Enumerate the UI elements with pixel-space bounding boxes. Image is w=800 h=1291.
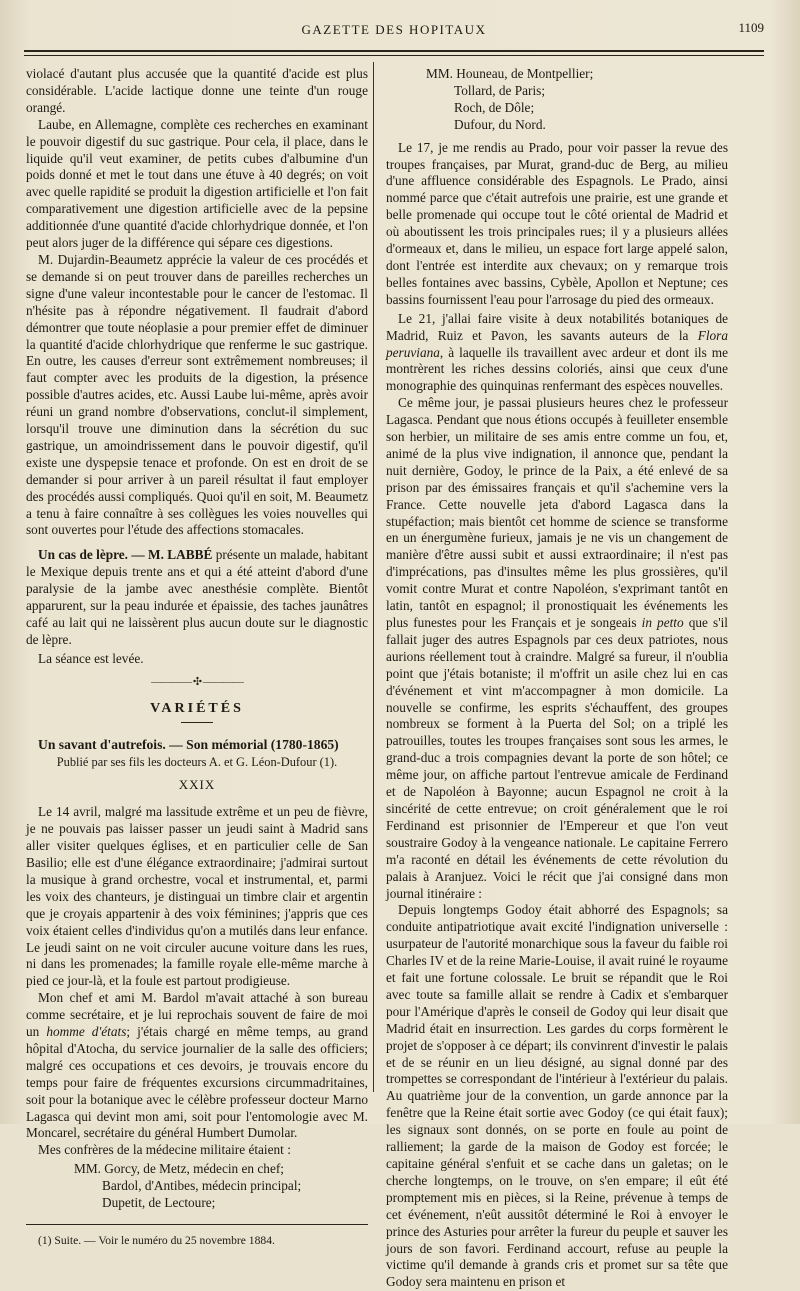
footnote-rule bbox=[26, 1224, 368, 1225]
lepre-heading: Un cas de lèpre. — M. LABBÉ bbox=[38, 547, 213, 563]
header-rule-thick bbox=[24, 50, 764, 52]
paragraph-laube: Laube, en Allemagne, complète ces recherches en examinant le pouvoir digestif du suc gastrique. Pour cela, il place, dans le liquide qu'il veut examiner, de petits cubes d'albumine d'un poids donné et met le tout dans une étuve à 40 degrés; on voit avec quelle rapidité se produit la digestion artificielle et l'on fait comparativement une digestion artificielle avec de la pepsine additionnée d'une quantité d'acide chlorhydrique donnée, et l'on peut alors juger de la différence qui sépare ces digestions. bbox=[26, 116, 368, 251]
page-number: 1109 bbox=[738, 20, 764, 35]
header-rule-thin bbox=[24, 55, 764, 56]
names-list-item: Bardol, d'Antibes, médecin principal; bbox=[102, 1178, 302, 1194]
names-list-item: Roch, de Dôle; bbox=[454, 99, 535, 115]
page-header bbox=[24, 20, 764, 44]
paragraph-prado: Le 17, je me rendis au Prado, pour voir passer la revue des troupes françaises, par Murat, grand-duc de Berg, au milieu d'une affluence considérable des Espagnols. Le Prado, ainsi nommé parce que c'était autrefois une prairie, est une grande et belle promenade qui occupe tout le côté oriental de Madrid et où aboutissent les trois principales rues; il y a plusieurs allées d'ormeaux et, dans le milieu, un espace fort large appelé salon, dont l'entrée est interdite aux chevaux; on y remarque trois belles fontaines avec bassins, Cybèle, Apollon et Neptune; ces bassins fournissent l'eau pour l'arrosage du pied des ormeaux. bbox=[386, 139, 728, 307]
section-short-rule bbox=[181, 722, 213, 723]
names-list-item: MM. Gorcy, de Metz, médecin en chef; bbox=[74, 1161, 284, 1177]
footnote: (1) Suite. — Voir le numéro du 25 novembre 1884. bbox=[38, 1234, 275, 1247]
paragraph-bardol: Mon chef et ami M. Bardol m'avait attaché à son bureau comme secrétaire, et je lui reprochais souvent de faire de moi un homme d'états; j'étais chargé en même temps, au grand hôpital d'Atocha, du service journalier de la salle des officiers; malgré ces occupations et ces devoirs, je trouvais encore du temps pour faire de fréquentes excursions circummadritaines, soit pour la botanique avec le célèbre professeur docteur Marno Lagasca qui devint mon ami, soit pour l'entomologie avec M. Moncarel, secrétaire du général Humbert Dumolar. bbox=[26, 990, 368, 1141]
paragraph-dujardin-beaumetz: M. Dujardin-Beaumetz apprécie la valeur de ces procédés et se demande si on peut trouver dans de pareilles recherches un signe d'une valeur incontestable pour le cancer de l'estomac. Il n'hésite pas à répondre négativement. Il faudrait d'abord démontrer que toute néoplasie a pour premier effet de diminuer la quantité d'acide chlorhydrique que renferme le suc gastrique. En outre, les causes d'erreur sont extrêmement nombreuses; il faut compter avec les produits de la digestion, la présence possible d'autres acides, etc. Aussi Laube lui-même, après avoir réuni un grand nombre d'observations, conclut-il simplement, lorsqu'il trouve une diminution dans la sécrétion du suc gastrique, un amoindrissement dans le pouvoir digestif, qu'il existe une dyspepsie tenace et profonde. On est en droit de se demander si pour arriver à un pareil résultat il faut employer des procédés aussi compliqués. Quoi qu'il en soit, M. Beaumetz a tenu à faire connaître à ses collègues les voies nouvelles qui sont ouvertes pour l'étude des affections stomacales. bbox=[26, 251, 368, 538]
paragraph-confreres: Mes confrères de la médecine militaire étaient : bbox=[38, 1142, 291, 1158]
paragraph-ruiz-pavon: Le 21, j'allai faire visite à deux notabilités botaniques de Madrid, Ruiz et Pavon, les savants auteurs de la Flora peruviana, à laquelle ils travaillent avec ardeur et dont ils me montrèrent les riches dessins coloriés, ainsi que ceux d'une monographie des quinquinas renfermant des espèces nouvelles. bbox=[386, 310, 728, 394]
paragraph-acid: violacé d'autant plus accusée que la quantité d'acide est plus considérable. L'acide lactique donne une teinte d'un rouge orangé. bbox=[26, 66, 368, 115]
names-list-item: MM. Houneau, de Montpellier; bbox=[426, 66, 594, 81]
names-list-item: Tollard, de Paris; bbox=[454, 82, 546, 98]
article-byline: Publié par ses fils les docteurs A. et G. Léon-Dufour (1). bbox=[56, 755, 338, 770]
column-divider bbox=[373, 62, 374, 1092]
left-column bbox=[26, 66, 368, 1250]
chapter-number: XXIX bbox=[178, 777, 216, 793]
paragraph-jeudi-saint: Le 14 avril, malgré ma lassitude extrême et un peu de fièvre, je ne pouvais pas laisser passer un jeudi saint à Madrid sans aller visiter quelques églises, et en particulier celle de San Basilio; elle est d'une élégance extraordinaire; j'admirai surtout la musique à grand orchestre, vocal et instrumental, et, parmi les voix des chanteurs, je distinguai un timbre clair et argentin que je croyais appartenir à des voix féminines; j'appris que ces voix étaient celles d'individus qu'on a mutilés dans leur enfance. Le jeudi saint on ne voit circuler aucune voiture dans les rues, ni dans les promenades; la famille royale elle-même marche à pied ce jour-là, et la foule est partout prodigieuse. bbox=[26, 804, 368, 989]
right-column bbox=[386, 66, 728, 1291]
article-title: Un savant d'autrefois. — Son mémorial (1780-1865) bbox=[38, 736, 339, 752]
newspaper-title: GAZETTE DES HOPITAUX bbox=[301, 22, 487, 37]
lepre-text: présente un malade, habitant le Mexique depuis trente ans et qui a été atteint d'abord d'une paralysie de la jambe avec anesthésie complète. Bientôt apparurent, sur la peau indurée et épaissie, des taches jaunâtres café au lait qui ne laissèrent plus aucun doute sur le diagnostic de lèpre. bbox=[26, 547, 368, 647]
names-list-item: Dupetit, de Lectoure; bbox=[102, 1195, 216, 1211]
names-list-item: Dufour, du Nord. bbox=[454, 116, 546, 132]
section-title-varietes: VARIÉTÉS bbox=[150, 700, 244, 716]
paragraph-lagasca: Ce même jour, je passai plusieurs heures chez le professeur Lagasca. Pendant que nous étions occupés à feuilleter ensemble son herbier, un militaire de ses amis entre comme un fou, et, animé de la plus vive indignation, il annonce que, pendant la nuit dernière, Godoy, le prince de la Paix, a été enlevé de sa prison par des émissaires français et qu'il s'achemine vers la France. Cette nouvelle jeta d'abord Lagasca dans la stupéfaction; mais bientôt cet homme de science se transforme en un énergumène furieux, jamais je ne vis un changement de manière d'être aussi subit et aussi extraordinaire; il n'est pas d'imprécations, pas d'insultes même les plus grossières, qu'il vomit contre Murat et contre Napoléon, s'exprimant tantôt en latin, tantôt en espagnol; il pronostiquait les événements les plus funestes pour les Français et je songeais in petto que s'il fallait juger des autres Espagnols par ces deux patriotes, nous aurions réellement tout à craindre. Malgré sa fureur, il n'oublia point que j'étais botaniste; il m'offrit un asile chez lui en cas d'événement et vint m'accompagner à mon domicile. La nouvelle se confirme, les esprits s'échauffent, des groupes nombreux se forment à la Puerta del Sol; on a triplé les patrouilles, toutes les troupes françaises sont sous les armes, le grand-duc a trois compagnies devant la porte de son hôtel; ce même jour, on affiche partout l'entrevue amicale de Ferdinand et de Napoléon à Bayonne; aucun Espagnol ne croit à la sincérité de cette entrevue; on croit généralement que le roi Ferdinand est prisonnier de l'Empereur et que l'on veut soustraire Godoy à la vengeance nationale. Le capitaine Ferrero m'a raconté en détail les événements de cette révolution du palais à Aranjuez. Voici le récit que j'ai consigné dans mon journal itinéraire : bbox=[386, 395, 728, 901]
paragraph-godoy: Depuis longtemps Godoy était abhorré des Espagnols; sa conduite antipatriotique avait excité l'indignation universelle : usurpateur de l'autorité monarchique sous la faveur du faible roi Charles IV et de la reine Marie-Louise, il avait ruiné le royaume et fait une fortune colossale. Le bruit se répandit que le Roi avec toute sa famille allait se rendre à Cadix et s'embarquer pour l'Amérique d'après le conseil de Godoy qui leur disait que Madrid était en insurrection. Les gardes du corps formèrent le projet de s'opposer à ce départ; ils convinrent d'investir le palais et de se réunir en un lieu désigné, au signal donné par des trompettes se correspondant de l'intérieur à l'extérieur du palais. Au quatrième jour de la convention, un garde annonce par la fenêtre que la Reine était sortie avec Godoy (ce qui était faux); les signaux sont donnés, on se porte en foule au point de ralliement; la garde de la maison de Godoy est forcée; le capitaine général s'enfuit et se cache dans un galetas; on le cherche longtemps, on le trouve, on s'en empare; il eût été promptement mis en pièces, si la Reine, prévenue à temps de cet événement, n'eût aussitôt déterminé le Roi à envoyer le prince des Asturies pour arrêter la fureur du peuple et sauver les jours de son favori. Ferdinand accourt, refuse au peuple la victime qu'il demande à grands cris et promet sur sa tête que Godoy sera maintenu en prison et bbox=[386, 902, 728, 1290]
section-ornament: ———— ✣ ———— bbox=[151, 675, 243, 688]
paragraph-lepre bbox=[26, 547, 368, 648]
paragraph-seance: La séance est levée. bbox=[38, 650, 144, 666]
